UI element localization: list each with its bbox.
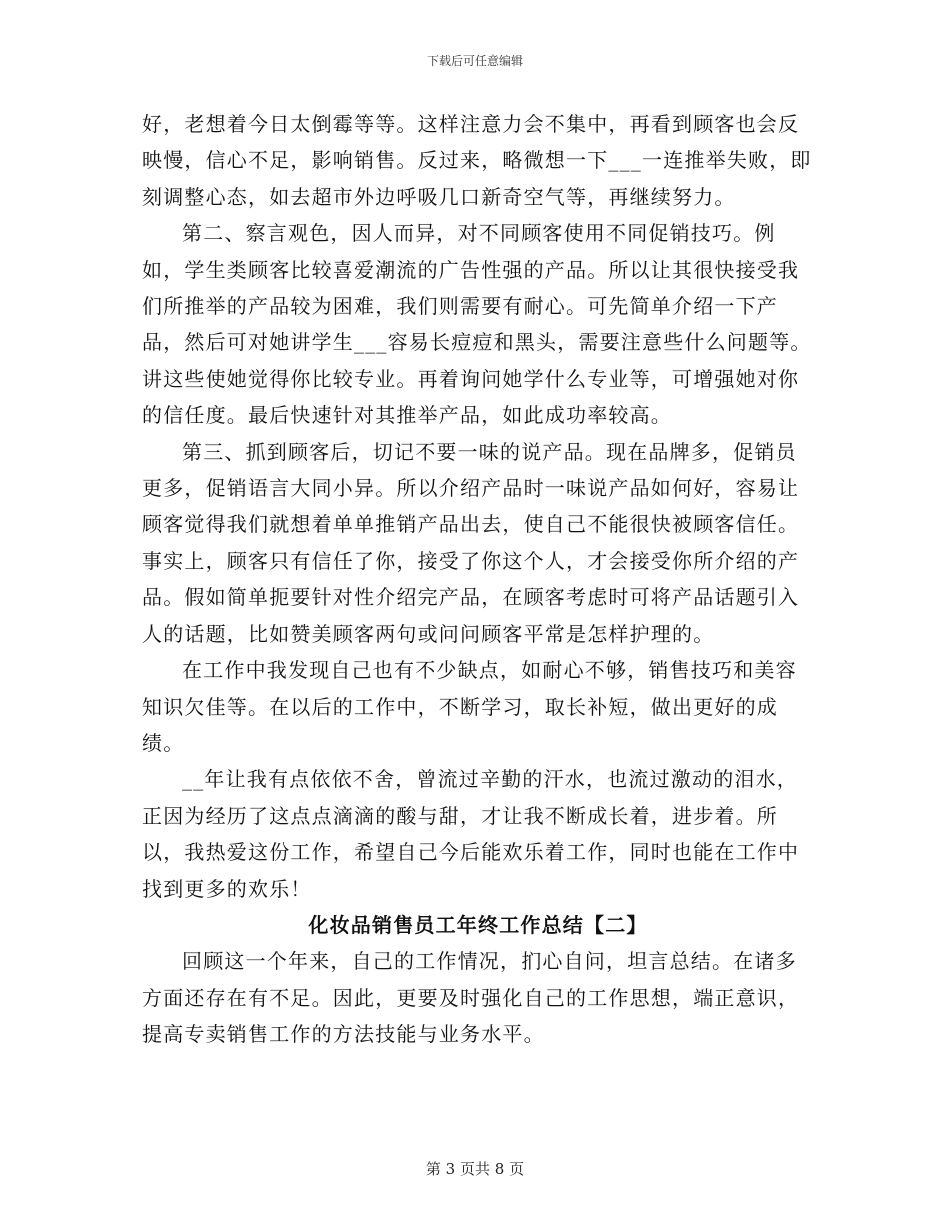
- paragraph-review: 回顾这一个年来，自己的工作情况，扪心自问，坦言总结。在诸多方面还存在有不足。因此，更要及时强化自己的工作思想，端正意识，提高专卖销售工作的方法技能与业务水平。: [142, 949, 800, 1047]
- paragraph-point-two: 第二、察言观色，因人而异，对不同顾客使用不同促销技巧。例如，学生类顾客比较喜爱潮流的广告性强的产品。所以让其很快接受我们所推举的产品较为困难，我们则需要有耐心。可先简单介绍一下产品，然后可对她讲学生___容易长痘痘和黑头，需要注意些什么问题等。讲这些使她觉得你比较专业。再着询问她学什么专业等，可增强她对你的信任度。最后快速针对其推举产品，如此成功率较高。: [142, 221, 812, 428]
- page-number: 第 3 页共 8 页: [425, 1160, 525, 1178]
- paragraph-continuation: 好，老想着今日太倒霉等等。这样注意力会不集中，再看到顾客也会反映慢，信心不足，影响销售。反过来，略微想一下___一连推举失败，即刻调整心态，如去超市外边呼吸几口新奇空气等，再继续努力。: [142, 112, 812, 209]
- page-header: 下载后可任意编辑: [426, 54, 523, 68]
- paragraph-point-three: 第三、抓到顾客后，切记不要一味的说产品。现在品牌多，促销员更多，促销语言大同小异。所以介绍产品时一味说产品如何好，容易让顾客觉得我们就想着单单推销产品出去，使自己不能很快被顾客信任。事实上，顾客只有信任了你，接受了你这个人，才会接受你所介绍的产品。假如简单扼要针对性介绍完产品，在顾客考虑时可将产品话题引入人的话题，比如赞美顾客两句或问问顾客平常是怎样护理的。: [142, 439, 800, 646]
- section-title: 化妆品销售员工年终工作总结【二】: [308, 912, 648, 937]
- paragraph-shortcomings: 在工作中我发现自己也有不少缺点，如耐心不够，销售技巧和美容知识欠佳等。在以后的工作中，不断学习，取长补短，做出更好的成绩。: [142, 658, 797, 755]
- document-body: [142, 106, 814, 1053]
- paragraph-closing: __年让我有点依依不舍，曾流过辛勤的汗水，也流过激动的泪水，正因为经历了这点点滴滴的酸与甜，才让我不断成长着，进步着。所以，我热爱这份工作，希望自己今后能欢乐着工作，同时也能在工作中找到更多的欢乐！: [142, 767, 800, 901]
